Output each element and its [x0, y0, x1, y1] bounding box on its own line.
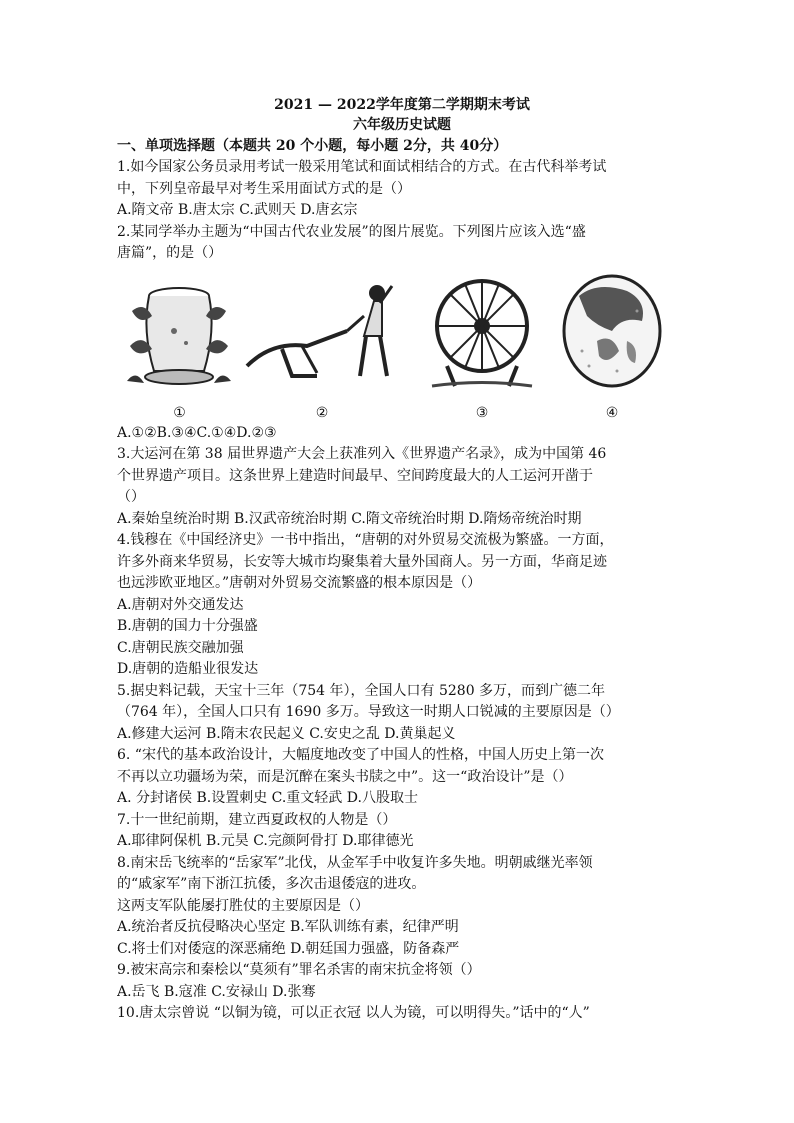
figure-label: ④ [605, 404, 619, 421]
q8-stem: 的“戚家军”南下浙江抗倭，多次击退倭寇的进攻。 [117, 876, 426, 892]
q9-stem: 9.被宋高宗和秦桧以“莫须有”罪名杀害的南宋抗金将领（） [117, 962, 481, 978]
exam-title: 2021 — 2022学年度第二学期期末考试 [274, 97, 530, 113]
q3-stem: 个世界遗产项目。这条世界上建造时间最早、空间跨度最大的人工运河开凿于 [117, 467, 593, 484]
q6-stem: 不再以立功疆场为荣，而是沉醉在案头书牍之中”。这一“政治设计”是（） [117, 768, 573, 785]
q5-stem: 5.据史料记载，天宝十三年（754 年），全国人口有 5280 多万，而到广德二年 [117, 682, 606, 699]
q5-options: A.修建大运河 B.隋末农民起义 C.安史之乱 D.黄巢起义 [117, 725, 456, 742]
q6-options: A. 分封诸侯 B.设置刺史 C.重文轻武 D.八股取士 [117, 790, 418, 806]
figure-label: ② [315, 404, 329, 421]
seismograph-icon [122, 271, 237, 396]
figure-waterwheel [427, 271, 537, 421]
q10-stem: 10.唐太宗曾说 “以铜为镜，可以正衣冠 以人为镜，可以明得失。”话中的“人” [117, 1005, 590, 1021]
figure-seismograph [122, 271, 237, 421]
q4-stem: 也远涉欧亚地区。”唐朝对外贸易交流繁盛的根本原因是（） [117, 575, 482, 591]
q3-stem: 3.大运河在第 38 届世界遗产大会上获准列入《世界遗产名录》，成为中国第 46 [117, 446, 607, 462]
waterwheel-icon [427, 271, 537, 396]
q3-options: A.秦始皇统治时期 B.汉武帝统治时期 C.隋文帝统治时期 D.隋炀帝统治时期 [117, 510, 582, 527]
exam-subtitle: 六年级历史试题 [353, 117, 451, 133]
q9-options: A.岳飞 B.寇准 C.安禄山 D.张骞 [117, 983, 316, 1000]
q3-stem: （） [117, 489, 145, 505]
q4-option-d: D.唐朝的造船业很发达 [117, 661, 259, 677]
q8-stem: 8.南宋岳飞统率的“岳家军”北伐，从金军手中收复许多失地。明朝戚继光率领 [117, 854, 593, 871]
q2-figures [117, 271, 687, 421]
figure-label: ③ [475, 404, 489, 421]
q4-option-a: A.唐朝对外交通发达 [117, 596, 244, 613]
q1-stem: 中，下列皇帝最早对考生采用面试方式的是（） [117, 180, 411, 197]
q2-stem: 2.某同学举办主题为“中国古代农业发展”的图片展览。下列图片应该入选“盛 [117, 223, 586, 240]
figure-label: ① [173, 404, 186, 421]
figure-map [557, 271, 667, 421]
exam-page [117, 95, 687, 1025]
q8-options-ab: A.统治者反抗侵略决心坚定 B.军队训练有素，纪律严明 [117, 919, 459, 935]
ancient-map-icon [557, 271, 667, 396]
q7-options: A.耶律阿保机 B.元昊 C.完颜阿骨打 D.耶律德光 [117, 833, 414, 849]
q2-stem: 唐篇”，的是（） [117, 245, 223, 261]
section-heading: 一、单项选择题（本题共 20 个小题，每小题 2分，共 40分） [117, 138, 508, 154]
q2-options: A.①②B.③④C.①④D.②③ [117, 424, 277, 441]
q5-stem: （764 年），全国人口只有 1690 多万。导致这一时期人口锐减的主要原因是（） [117, 704, 620, 720]
q8-stem: 这两支军队能屡打胜仗的主要原因是（） [117, 897, 369, 914]
q4-stem: 4.钱穆在《中国经济史》一书中指出，“唐朝的对外贸易交流极为繁盛。一方面， [117, 532, 614, 548]
q1-options: A.隋文帝 B.唐太宗 C.武则天 D.唐玄宗 [117, 202, 358, 218]
figure-plough [242, 271, 402, 421]
q7-stem: 7.十一世纪前期，建立西夏政权的人物是（） [117, 811, 397, 828]
q8-options-cd: C.将士们对倭寇的深恶痛绝 D.朝廷国力强盛，防备森严 [117, 940, 460, 957]
q1-stem: 1.如今国家公务员录用考试一般采用笔试和面试相结合的方式。在古代科举考试 [117, 159, 607, 175]
q6-stem: 6. “宋代的基本政治设计，大幅度地改变了中国人的性格，中国人历史上第一次 [117, 747, 604, 763]
q4-option-b: B.唐朝的国力十分强盛 [117, 618, 258, 634]
q4-option-c: C.唐朝民族交融加强 [117, 639, 244, 656]
plough-icon [242, 271, 402, 396]
q4-stem: 许多外商来华贸易，长安等大城市均聚集着大量外国商人。另一方面，华商足迹 [117, 553, 607, 570]
